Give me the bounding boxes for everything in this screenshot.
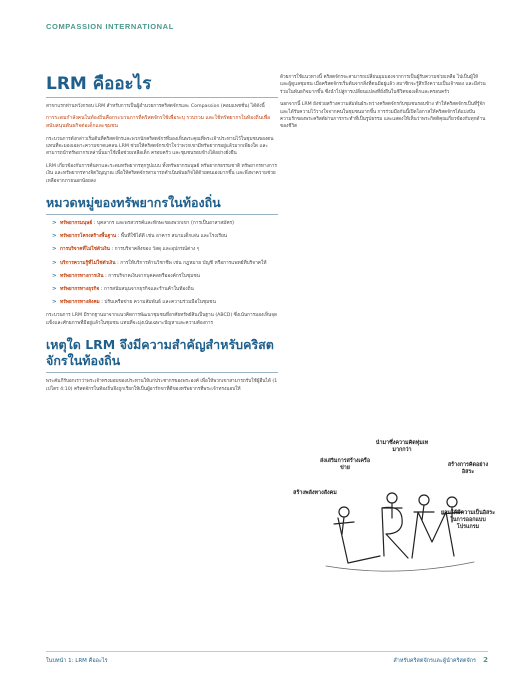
benefit-label: สร้างพลังทางสังคม bbox=[293, 490, 337, 496]
arrow-icon: > bbox=[52, 299, 57, 306]
footer-subtitle: สำหรับคริสตจักรและผู้นำคริสตจักร bbox=[393, 658, 476, 664]
list-item: > บริการความรู้ที่ไม่ใช่ตัวเงิน : การให้บริการด้านวิชาชีพ เช่น กฎหมาย บัญชี หรือการแพทย์ที่บริจาคให้ bbox=[52, 259, 267, 266]
organization-header: COMPASSION INTERNATIONAL bbox=[46, 22, 174, 31]
benefit-label: ส่งเสริมการสร้างเครือข่าย bbox=[319, 458, 371, 471]
list-item: > ทรัพยากรทางธุรกิจ : การสนับสนุนจากธุรกิจและร้านค้าในท้องถิ่น bbox=[52, 286, 194, 293]
list-item: > ทรัพยากรทางการเงิน : การบริจาคเงินจากบุคคลหรือองค์กรในชุมชน bbox=[52, 272, 200, 279]
definition-quote: การระดมกำลังคนในท้องถิ่นคือกระบวนการที่คริสตจักรใช้เพื่อระบุ รวบรวม และใช้ทรัพยากรในท้องถิ่นเพื่อสนับสนุนพันธกิจต่อเด็กและชุมชน bbox=[46, 115, 271, 129]
body-paragraph: พระคัมภีร์บอกเราว่าพระเจ้าทรงมอบของประทานให้แก่ประชากรของพระองค์ เพื่อให้พวกเขาสามารถรับใช้ผู้อื่นได้ (1 เปโตร 4:10) คริสตจักรในท้องถิ่นจึงถูกเรียกให้เป็นผู้อารักขาที่ดีของทรัพยากรที่พระเจ้าทรงมอบให้ bbox=[46, 379, 278, 392]
title-divider bbox=[46, 372, 278, 373]
right-column bbox=[280, 74, 486, 136]
lrm-illustration bbox=[293, 438, 496, 588]
body-paragraph: ด้วยการใช้แนวทางนี้ คริสตจักรจะสามารถเปลี่ยนมุมมองจากการเป็นผู้รับความช่วยเหลือ ไปเป็นผู้ให้และผู้ดูแลชุมชน เมื่อคริสตจักรเริ่มต้นจากสิ่งที่ตนมีอยู่แล้ว สมาชิกจะรู้สึกถึงความเป็นเจ้าของ และมีส่วนร่วมในพันธกิจมากขึ้น ซึ่งนำไปสู่การเปลี่ยนแปลงที่ยั่งยืนในชีวิตของเด็กและครอบครัว bbox=[280, 75, 486, 95]
resource-category-list bbox=[46, 220, 278, 306]
list-item: > ทรัพยากรมนุษย์ : บุคลากร และพรสวรรค์และทักษะของพวกเขา (การเป็นอาสาสมัคร) bbox=[52, 220, 234, 227]
title-divider bbox=[46, 97, 278, 98]
footer-divider bbox=[46, 651, 488, 652]
body-paragraph: กระบวนการ LRM มีรากฐานมาจากแนวคิดการพัฒนาชุมชนที่อาศัยทรัพย์สินเป็นฐาน (ABCD) ซึ่งเน้นการมองเห็นจุดแข็งและศักยภาพที่มีอยู่แล้วในชุมชน แทนที่จะมุ่งเน้นเฉพาะปัญหาและความต้องการ bbox=[46, 313, 278, 326]
arrow-icon: > bbox=[52, 259, 57, 266]
body-paragraph: LRM เกี่ยวข้องกับการค้นหาและระดมทรัพยากรทุกรูปแบบ ทั้งทรัพยากรมนุษย์ ทรัพยากรธรรมชาติ ทรัพยากรทางการเงิน และทรัพยากรทางจิตวิญญาณ เพื่อให้คริสตจักรสามารถดำเนินพันธกิจได้ด้วยตนเองมากขึ้น และพึ่งพาความช่วยเหลือจากภายนอกน้อยลง bbox=[46, 163, 277, 184]
section-title-what-is-lrm: LRM คืออะไร bbox=[46, 74, 152, 94]
arrow-icon: > bbox=[52, 272, 57, 279]
footer-chapter: ในบทนำ 1: LRM คืออะไร bbox=[46, 658, 108, 664]
section-title-why-lrm-matters: เหตุใด LRM จึงมีความสำคัญสำหรับคริสตจักรในท้องถิ่น bbox=[46, 337, 274, 369]
page-footer bbox=[0, 657, 532, 669]
arrow-icon: > bbox=[52, 286, 57, 293]
list-item: > ทรัพยากรโครงสร้างพื้นฐาน : พื้นที่ใช้ได้ดี เช่น อาคาร สนามเด็กเล่น และโรงเรียน bbox=[52, 233, 228, 240]
benefit-label: ยอมให้มีความเป็นอิสระในการออกแบบโปรแกรม bbox=[440, 510, 496, 530]
benefit-label: สร้างการคิดอย่างอิสระ bbox=[447, 462, 489, 475]
title-divider bbox=[46, 214, 278, 215]
benefit-label: นำมาซึ่งความคิดทุ่มเทมากกว่า bbox=[375, 440, 429, 453]
body-paragraph: นอกจากนี้ LRM ยังช่วยสร้างความสัมพันธ์ระหว่างคริสตจักรกับชุมชนรอบข้าง ทำให้คริสตจักรเป็นที่รู้จักและได้รับความไว้วางใจจากคนในชุมชนมากขึ้น การร่วมมือกันนี้เปิดโอกาสให้คริสตจักรได้แบ่งปันความรักของพระคริสต์ผ่านการกระทำที่เป็นรูปธรรม และแสดงให้เห็นว่าพระกิตติคุณเกี่ยวข้องกับทุกด้านของชีวิต bbox=[280, 102, 486, 130]
left-column bbox=[46, 74, 278, 398]
arrow-icon: > bbox=[52, 233, 57, 240]
arrow-icon: > bbox=[52, 246, 57, 253]
list-item: > การบริจาคที่ไม่ใช่ตัวเงิน : การบริจาคสิ่งของ วัสดุ และอุปกรณ์ต่าง ๆ bbox=[52, 246, 200, 253]
page-number: 2 bbox=[483, 656, 488, 664]
intro-paragraph: สาขาแรกท่านหวังกรอบ LRM สำหรับการเป็นผู้อำนวยการคริสตจักรและ Compassion (คอมแพชชั่น) ได้ดังนี้ bbox=[46, 104, 265, 109]
arrow-icon: > bbox=[52, 220, 57, 227]
list-item: > ทรัพยากรทางสังคม : ปรับเครือข่าย ความสัมพันธ์ และความร่วมมือในชุมชน bbox=[52, 299, 216, 306]
section-title-resource-categories: หมวดหมู่ของทรัพยากรในท้องถิ่น bbox=[46, 195, 221, 211]
body-paragraph: กระบวนการดังกล่าวเริ่มต้นที่คริสตจักรและพวกนักคริสตจักรที่มองเห็นพระคุณที่พระเจ้าประทานไว้ในชุมชนของตน แทนที่จะมองเฉพาะความขาดแคลน LRM ช่วยให้คริสตจักรเข้าใจว่าพวกเขามีทรัพยากรอยู่แล้วมากเพียงใด และสามารถนำทรัพยากรเหล่านั้นมาใช้เพื่อช่วยเหลือเด็ก ครอบครัว และชุมชนรอบข้างได้อย่างยั่งยืน bbox=[46, 136, 274, 157]
